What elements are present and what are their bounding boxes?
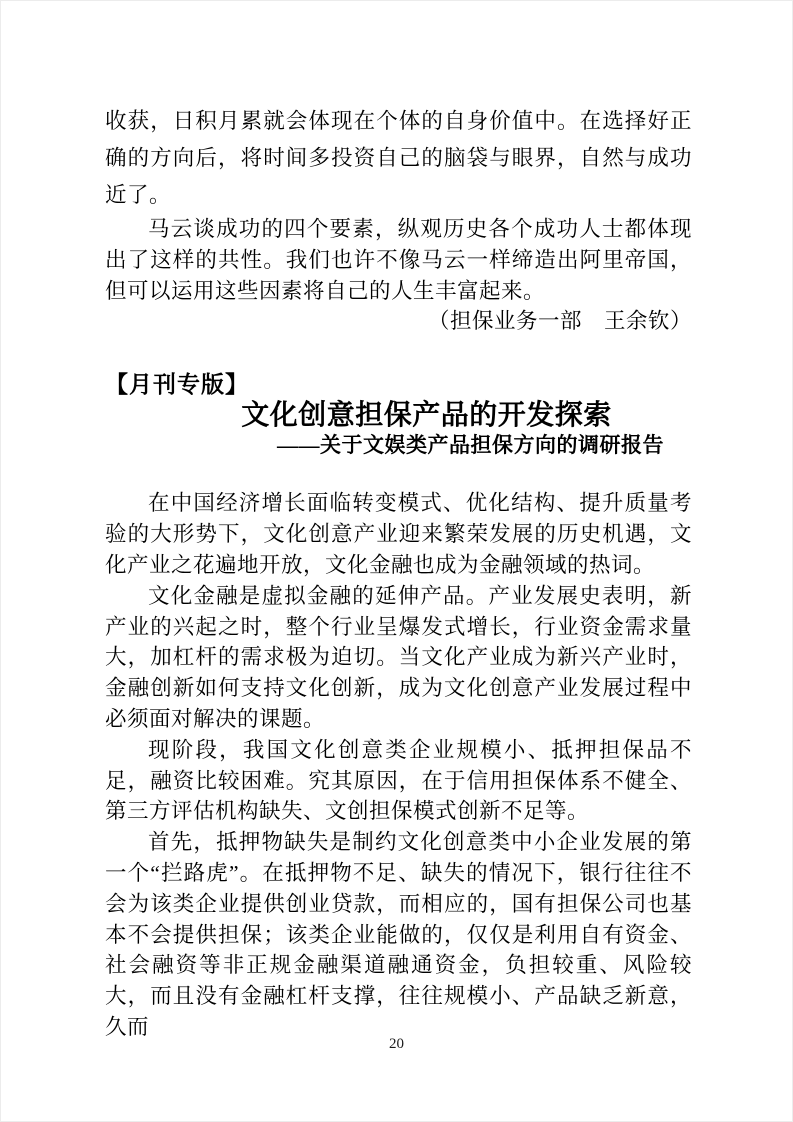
attribution-line: （担保业务一部 王余钦）	[427, 309, 692, 334]
article-subtitle: ——关于文娱类产品担保方向的调研报告	[277, 433, 664, 458]
section-tag: 【月刊专版】	[105, 372, 249, 398]
paragraph: 在中国经济增长面临转变模式、优化结构、提升质量考验的大形势下，文化创意产业迎来繁荣发展的历史机遇，文化产业之花遍地开放，文化金融也成为金融领域的热词。	[105, 491, 692, 577]
paragraph: 文化金融是虚拟金融的延伸产品。产业发展史表明，新产业的兴起之时，整个行业呈爆发式增长，行业资金需求量大，加杠杆的需求极为迫切。当文化产业成为新兴产业时，金融创新如何支持文化创新，成为文化创意产业发展过程中必须面对解决的课题。	[105, 583, 692, 731]
page-number: 20	[389, 1036, 404, 1052]
page-content	[105, 103, 692, 1043]
paragraph: 首先，抵押物缺失是制约文化创意类中小企业发展的第一个“拦路虎”。在抵押物不足、缺失的情况下，银行往往不会为该类企业提供创业贷款，而相应的，国有担保公司也基本不会提供担保；该类企业能做的，仅仅是利用自有资金、社会融资等非正规金融渠道融通资金，负担较重、风险较大，而且没有金融杠杆支撑，往往规模小、产品缺乏新意，久而	[105, 830, 692, 1039]
article-title: 文化创意担保产品的开发探索	[241, 399, 612, 431]
paragraph-continuation: 收获，日积月累就会体现在个体的自身价值中。在选择好正确的方向后，将时间多投资自己的脑袋与眼界，自然与成功近了。	[105, 109, 692, 207]
paragraph: 马云谈成功的四个要素，纵观历史各个成功人士都体现出了这样的共性。我们也许不像马云一样缔造出阿里帝国，但可以运用这些因素将自己的人生丰富起来。	[105, 217, 692, 303]
paragraph: 现阶段，我国文化创意类企业规模小、抵押担保品不足，融资比较困难。究其原因，在于信用担保体系不健全、第三方评估机构缺失、文创担保模式创新不足等。	[105, 737, 692, 824]
